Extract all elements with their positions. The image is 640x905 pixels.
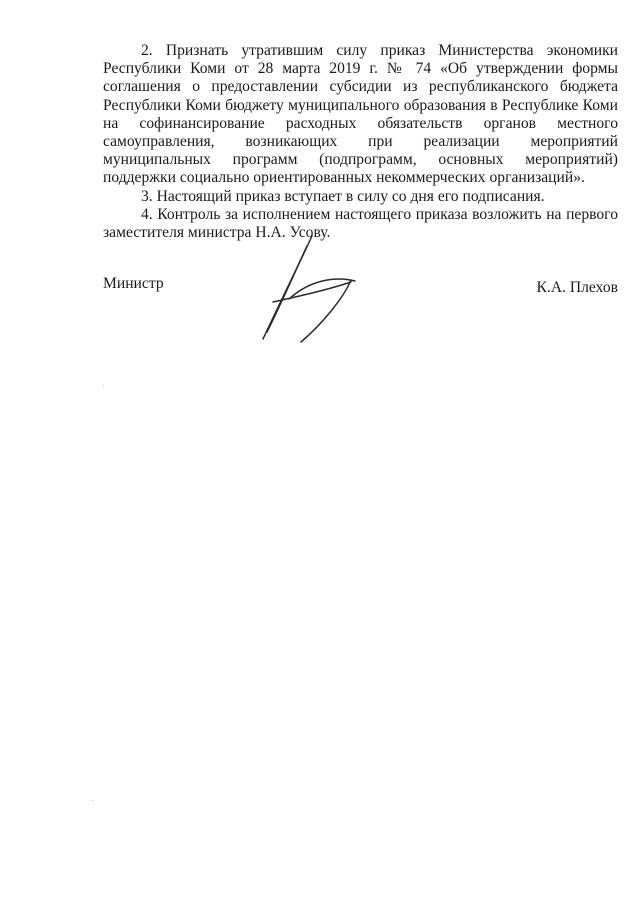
signer-name: К.А. Плехов (536, 279, 618, 296)
paragraph-effective-date: 3. Настоящий приказ вступает в силу со дня его подписания. (141, 187, 545, 205)
scan-speck (103, 385, 104, 386)
paragraph-repeal-order: 2. Признать утратившим силу приказ Министерства экономики Республики Коми от 28 марта 2019 г. № 74 «Об утверждении формы соглашения о предоставлении субсидии из республиканского бюджета Республики Коми бюджету муниципального образования в Республике Коми на софинансирование расходных обязательств органов местного самоуправления, возникающих при реализации мероприятий муниципальных программ (подпрограмм, основных мероприятий) поддержки социально ориентированных некоммерческих организаций». (103, 42, 618, 187)
document-body (103, 42, 618, 242)
paragraph-control: 4. Контроль за исполнением настоящего приказа возложить на первого заместителя министра Н.А. Усову. (103, 205, 618, 242)
scan-speck (92, 800, 93, 801)
signer-title: Министр (103, 275, 164, 292)
handwritten-signature (255, 232, 375, 347)
